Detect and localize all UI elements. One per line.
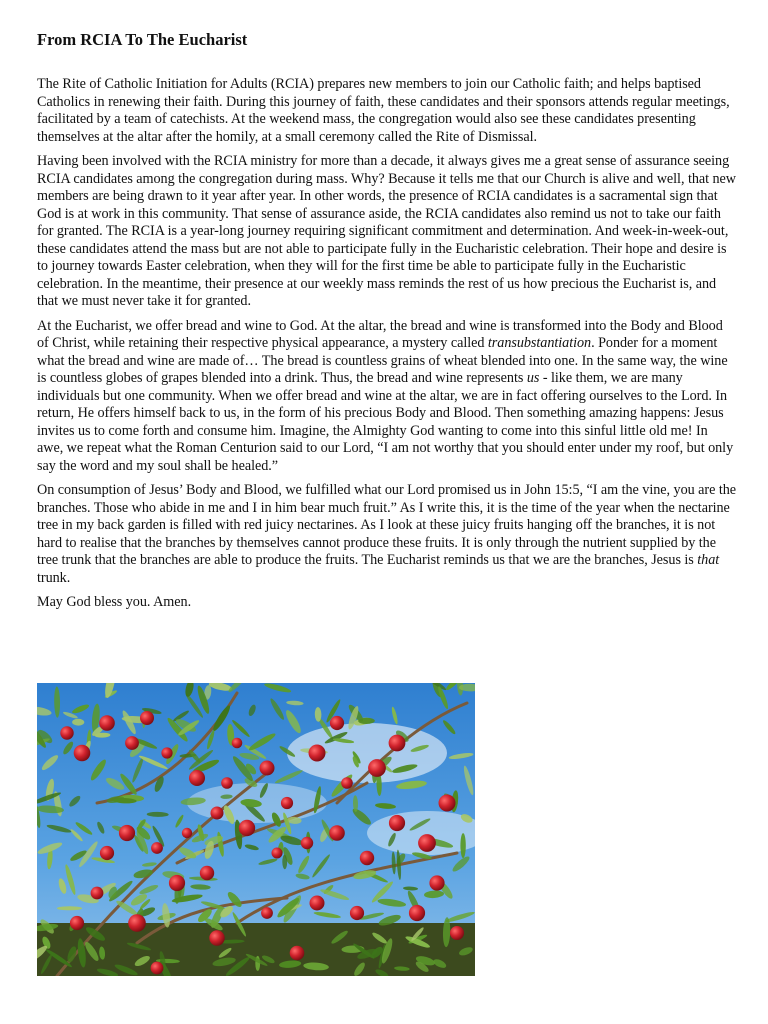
nectarine-fruit — [221, 777, 233, 789]
nectarine-fruit — [439, 795, 456, 812]
nectarine-fruit — [189, 770, 205, 786]
nectarine-fruit — [360, 851, 374, 865]
nectarine-fruit — [260, 761, 275, 776]
nectarine-fruit — [309, 745, 326, 762]
page-title: From RCIA To The Eucharist — [37, 30, 248, 49]
nectarine-fruit — [418, 834, 436, 852]
nectarine-fruit — [368, 759, 386, 777]
nectarine-fruit — [182, 828, 192, 838]
nectarine-fruit — [151, 962, 164, 975]
nectarine-fruit — [91, 887, 104, 900]
nectarine-fruit — [99, 715, 115, 731]
nectarine-fruit — [161, 747, 172, 758]
paragraph-2: Having been involved with the RCIA ministry for more than a decade, it always gives me a great sense of assurance seeing RCIA candidates among the congregation during mass. Why? Because it tells me that our Church is alive and well, that new members are being drawn to it year after year. In other words, the presence of RCIA candidates is a sacramental sign that God is at work in this community. That sense of assurance aside, the RCIA candidates also remind us not to take our faith for granted. The RCIA is a year-long journey requiring significant commitment and determination. And week-in-week-out, these candidates attend the mass but are not able to participate fully in the Eucharistic celebration. Their hope and desire is to journey towards Easter celebration, when they will for the first time be able to participate fully in the Eucharistic celebration. In the meantime, their presence at our weekly mass reminds the rest of us how precious the Eucharist is, and that we must never take it for granted. — [37, 153, 736, 309]
nectarine-fruit — [261, 907, 273, 919]
nectarine-fruit — [100, 846, 114, 860]
nectarine-fruit — [429, 875, 444, 890]
nectarine-fruit — [310, 896, 325, 911]
nectarine-fruit — [329, 825, 345, 841]
nectarine-fruit — [389, 815, 405, 831]
nectarine-tree-photo — [37, 683, 475, 976]
paragraph-4: On consumption of Jesus’ Body and Blood, we fulfilled what our Lord promised us in John 15:5, “I am the vine, you are the branches. Those who abide in me and I in him bear much fruit.” As I write this, it is the time of the year when the nectarine tree in my back garden is filled with red juicy nectarines. As I look at these juicy fruits hanging off the branches, it is not hard to realise that the branches by themselves cannot produce these fruits. It is only through the nutrient supplied by the tree trunk that the branches are able to produce the fruits. The Eucharist reminds us that we are the branches, Jesus is that trunk. — [37, 482, 737, 586]
leaf — [57, 906, 82, 910]
paragraph-1: The Rite of Catholic Initiation for Adults (RCIA) prepares new members to join our Catholic faith; and helps baptised Catholics in renewing their faith. During this journey of faith, these candidates and their sponsors attends regular meetings, facilitated by a team of catechists. At the weekend mass, the congregation would also see these candidates presenting themselves at the altar after the homily, at a small ceremony called the Rite of Dismissal. — [37, 76, 730, 145]
nectarine-fruit — [301, 837, 313, 849]
nectarine-fruit — [272, 848, 283, 859]
article — [37, 30, 737, 619]
emphasis-that: that — [697, 552, 720, 568]
nectarine-fruit — [450, 926, 464, 940]
closing-line: May God bless you. Amen. — [37, 594, 192, 610]
nectarine-fruit — [209, 930, 224, 945]
term-transubstantiation: transubstantiation — [487, 335, 592, 351]
emphasis-us: us — [526, 370, 540, 386]
nectarine-fruit — [74, 745, 91, 762]
nectarine-fruit — [119, 825, 135, 841]
nectarine-fruit — [128, 914, 146, 932]
nectarine-fruit — [211, 807, 224, 820]
nectarine-fruit — [239, 820, 255, 836]
nectarine-fruit — [409, 905, 425, 921]
nectarine-fruit — [125, 736, 139, 750]
nectarine-fruit — [140, 711, 154, 725]
nectarine-fruit — [151, 842, 163, 854]
nectarine-fruit — [232, 738, 243, 749]
nectarine-fruit — [330, 716, 344, 730]
nectarine-fruit — [281, 797, 293, 809]
nectarine-fruit — [169, 875, 185, 891]
nectarine-tree-image — [37, 683, 475, 976]
nectarine-fruit — [350, 906, 364, 920]
nectarine-fruit — [60, 726, 73, 739]
paragraph-3: At the Eucharist, we offer bread and wine to God. At the altar, the bread and wine is transformed into the Body and Blood of Christ, while retaining their respective physical appearance, a mystery called transubstantiation. Ponder for a moment what the bread and wine are made of… The bread is countless grains of wheat blended into one. In the same way, the wine is countless globes of grapes blended into a drink. Thus, the bread and wine represents us - like them, we are many individuals but one community. When we offer bread and wine at the altar, we are in fact offering ourselves to the Lord. In return, He offers himself back to us, in the form of his precious Body and Blood. Then something amazing happens: Jesus invites us to come forth and consume him. Imagine, the Almighty God wanting to come into this sinful little old me! In awe, we repeat what the Roman Centurion said to our Lord, “I am not worthy that you should enter under my roof, but only say the word and my soul shall be healed.” — [37, 317, 734, 474]
leaf — [460, 833, 465, 858]
nectarine-fruit — [389, 735, 406, 752]
nectarine-fruit — [341, 777, 353, 789]
nectarine-fruit — [70, 916, 84, 930]
nectarine-fruit — [290, 946, 305, 961]
nectarine-fruit — [200, 866, 214, 880]
article-body — [37, 76, 737, 612]
